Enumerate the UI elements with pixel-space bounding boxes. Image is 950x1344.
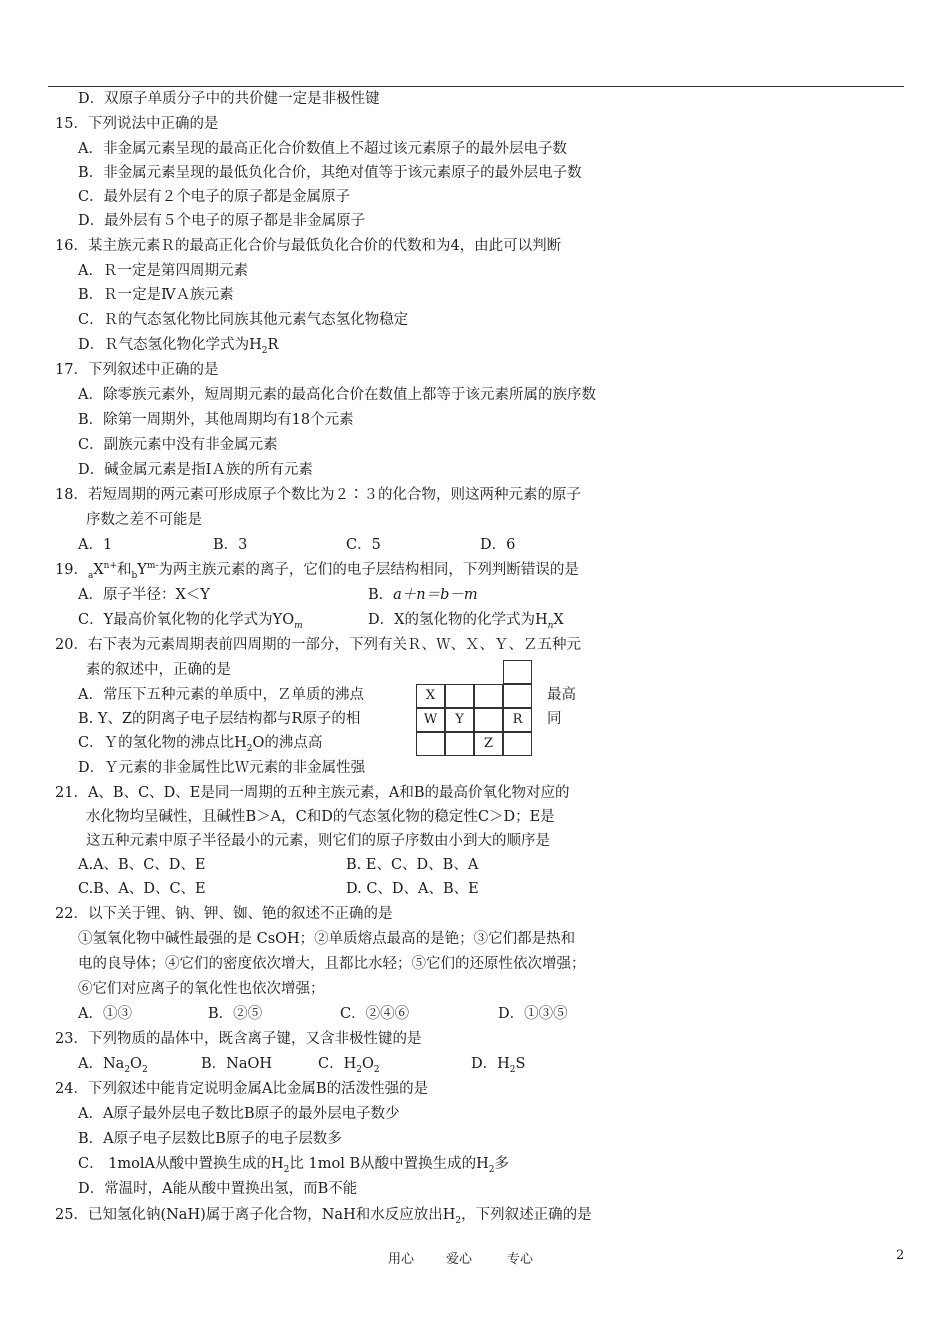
footer-word-2: 爱心 [446, 1252, 473, 1267]
q14-option-d: D．双原子单质分子中的共价健一定是非极性键 [78, 91, 380, 107]
q20-stem: 20．右下表为元素周期表前四周期的一部分，下列有关Ｒ、Ｗ、Ｘ、Ｙ、Ｚ五种元 [55, 637, 581, 653]
q22-option-c: C．②④⑥ [340, 1006, 410, 1022]
q18-stem-cont: 序数之差不可能是 [86, 512, 202, 528]
q21-option-d: D. C、D、A、B、E [346, 881, 479, 897]
q16-option-c: C．Ｒ的气态氢化物比同族其他元素气态氢化物稳定 [78, 312, 409, 328]
q17-stem: 17．下列叙述中正确的是 [55, 362, 219, 378]
footer-word-1: 用心 [388, 1252, 415, 1267]
q15-option-b: B．非金属元素呈现的最低负化合价，其绝对值等于该元素原子的最外层电子数 [78, 165, 582, 181]
q15-stem: 15．下列说法中正确的是 [55, 116, 219, 132]
q22-stem-cont2: 电的良导体；④它们的密度依次增大，且都比水轻；⑤它们的还原性依次增强； [78, 956, 586, 972]
table-cell [445, 684, 474, 708]
q22-option-b: B．②⑤ [208, 1006, 263, 1022]
q23-stem: 23．下列物质的晶体中，既含离子键，又含非极性键的是 [55, 1031, 422, 1047]
q22-option-d: D．①③⑤ [498, 1006, 568, 1022]
q21-option-c: C.B、A、D、C、E [78, 881, 206, 897]
q23-option-d: D．$H_2S$ [471, 1056, 526, 1075]
q24-option-d: D．常温时，A能从酸中置换出氢，而B不能 [78, 1181, 358, 1197]
q20-option-a: A．常压下五种元素的单质中，Ｚ单质的沸点 [78, 687, 364, 703]
q16-stem: 16．某主族元素Ｒ的最高正化合价与最低负化合价的代数和为4，由此可以判断 [55, 238, 562, 254]
q18-option-a: A．1 [78, 537, 113, 553]
table-cell [503, 684, 532, 708]
q23-option-b: B．NaOH [201, 1056, 273, 1072]
table-cell [474, 708, 503, 732]
q20-option-b-tail: 同 [547, 711, 562, 727]
q19-option-c: C．Y最高价氧化物的化学式为$YO_m$ [78, 612, 303, 631]
q19-option-b: B．a＋n＝b－m [368, 587, 478, 603]
q17-option-b: B．除第一周期外，其他周期均有18个元素 [78, 412, 354, 428]
q15-option-d: D．最外层有５个电子的原子都是非金属原子 [78, 213, 366, 229]
q15-option-c: C．最外层有２个电子的原子都是金属原子 [78, 189, 351, 205]
q16-option-a: A．Ｒ一定是第四周期元素 [78, 263, 248, 279]
table-cell-z: Z [474, 732, 503, 756]
table-cell [474, 684, 503, 708]
q17-option-a: A．除零族元素外，短周期元素的最高化合价在数值上都等于该元素所属的族序数 [78, 387, 596, 403]
q17-option-c: C．副族元素中没有非金属元素 [78, 437, 278, 453]
q20-option-c: C．Ｙ的氢化物的沸点比$H_2O$的沸点高 [78, 735, 323, 754]
q22-stem: 22．以下关于锂、钠、钾、铷、铯的叙述不正确的是 [55, 906, 393, 922]
header-rule [48, 86, 904, 87]
q24-option-c: C． 1molA从酸中置换生成的$H_2$比 1mol B从酸中置换生成的$H_2$多 [78, 1156, 510, 1175]
q21-stem-cont1: 水化物均呈碱性，且碱性B＞A，C和D的气态氢化物的稳定性C＞D；E是 [86, 809, 555, 825]
q19-option-a: A．原子半径：X＜Y [78, 587, 210, 603]
q18-stem: 18．若短周期的两元素可形成原子个数比为２∶３的化合物，则这两种元素的原子 [55, 487, 581, 503]
q23-option-a: A．$Na_2O_2$ [78, 1056, 148, 1075]
footer-word-3: 专心 [507, 1252, 534, 1267]
q21-option-b: B. E、C、D、B、A [346, 857, 479, 873]
q15-option-a: A．非金属元素呈现的最高正化合价数值上不超过该元素原子的最外层电子数 [78, 141, 567, 157]
table-cell [445, 732, 474, 756]
q23-option-c: C．$H_2O_2$ [318, 1056, 380, 1075]
q17-option-d: D．碱金属元素是指ⅠＡ族的所有元素 [78, 462, 313, 478]
q21-stem: 21．A、B、C、D、E是同一周期的五种主族元素，A和B的最高价氧化物对应的 [55, 785, 570, 801]
q20-stem-cont: 素的叙述中，正确的是 [86, 662, 231, 678]
q22-option-a: A．①③ [78, 1006, 132, 1022]
q20-option-b: B. Y、Z的阴离子电子层结构都与R原子的相 [78, 711, 361, 727]
q20-option-a-tail: 最高 [547, 687, 576, 703]
table-cell [503, 732, 532, 756]
q18-option-c: C．5 [346, 537, 381, 553]
q24-option-b: B．A原子电子层数比B原子的电子层数多 [78, 1131, 342, 1147]
q16-option-d: D．Ｒ气态氢化物化学式为$H_2R$ [78, 337, 279, 356]
q25-stem: 25．已知氢化钠(NaH)属于离子化合物，NaH和水反应放出$H_2$，下列叙述正确的是 [55, 1207, 592, 1226]
q24-stem: 24．下列叙述中能肯定说明金属A比金属B的活泼性强的是 [55, 1081, 429, 1097]
page-number: 2 [896, 1248, 905, 1263]
q20-option-d: D．Ｙ元素的非金属性比Ｗ元素的非金属性强 [78, 760, 366, 776]
q22-stem-cont3: ⑥它们对应离子的氧化性也依次增强； [78, 981, 325, 997]
q19-stem: 19．$_aX^{n+}$和$_bY^{m-}$为两主族元素的离子，它们的电子层结构相同，下列判断错误的是 [55, 561, 579, 581]
table-cell-y: Y [445, 708, 474, 732]
table-cell [503, 660, 532, 684]
table-cell [416, 732, 445, 756]
q24-option-a: A．A原子最外层电子数比B原子的最外层电子数少 [78, 1106, 400, 1122]
q22-stem-cont1: ①氢氧化物中碱性最强的是 CsOH；②单质熔点最高的是铯；③它们都是热和 [78, 931, 576, 947]
table-cell-x: X [416, 684, 445, 708]
q21-option-a: A.A、B、C、D、E [78, 857, 206, 873]
table-cell-r: R [503, 708, 532, 732]
q21-stem-cont2: 这五种元素中原子半径最小的元素，则它们的原子序数由小到大的顺序是 [86, 833, 550, 849]
page-footer [0, 1248, 950, 1270]
table-cell-w: W [416, 708, 445, 732]
q18-option-d: D．6 [480, 537, 516, 553]
q19-option-d: D．X的氢化物的化学式为$H_nX$ [368, 612, 564, 631]
q16-option-b: B．Ｒ一定是ⅣＡ族元素 [78, 287, 234, 303]
q18-option-b: B．3 [213, 537, 248, 553]
